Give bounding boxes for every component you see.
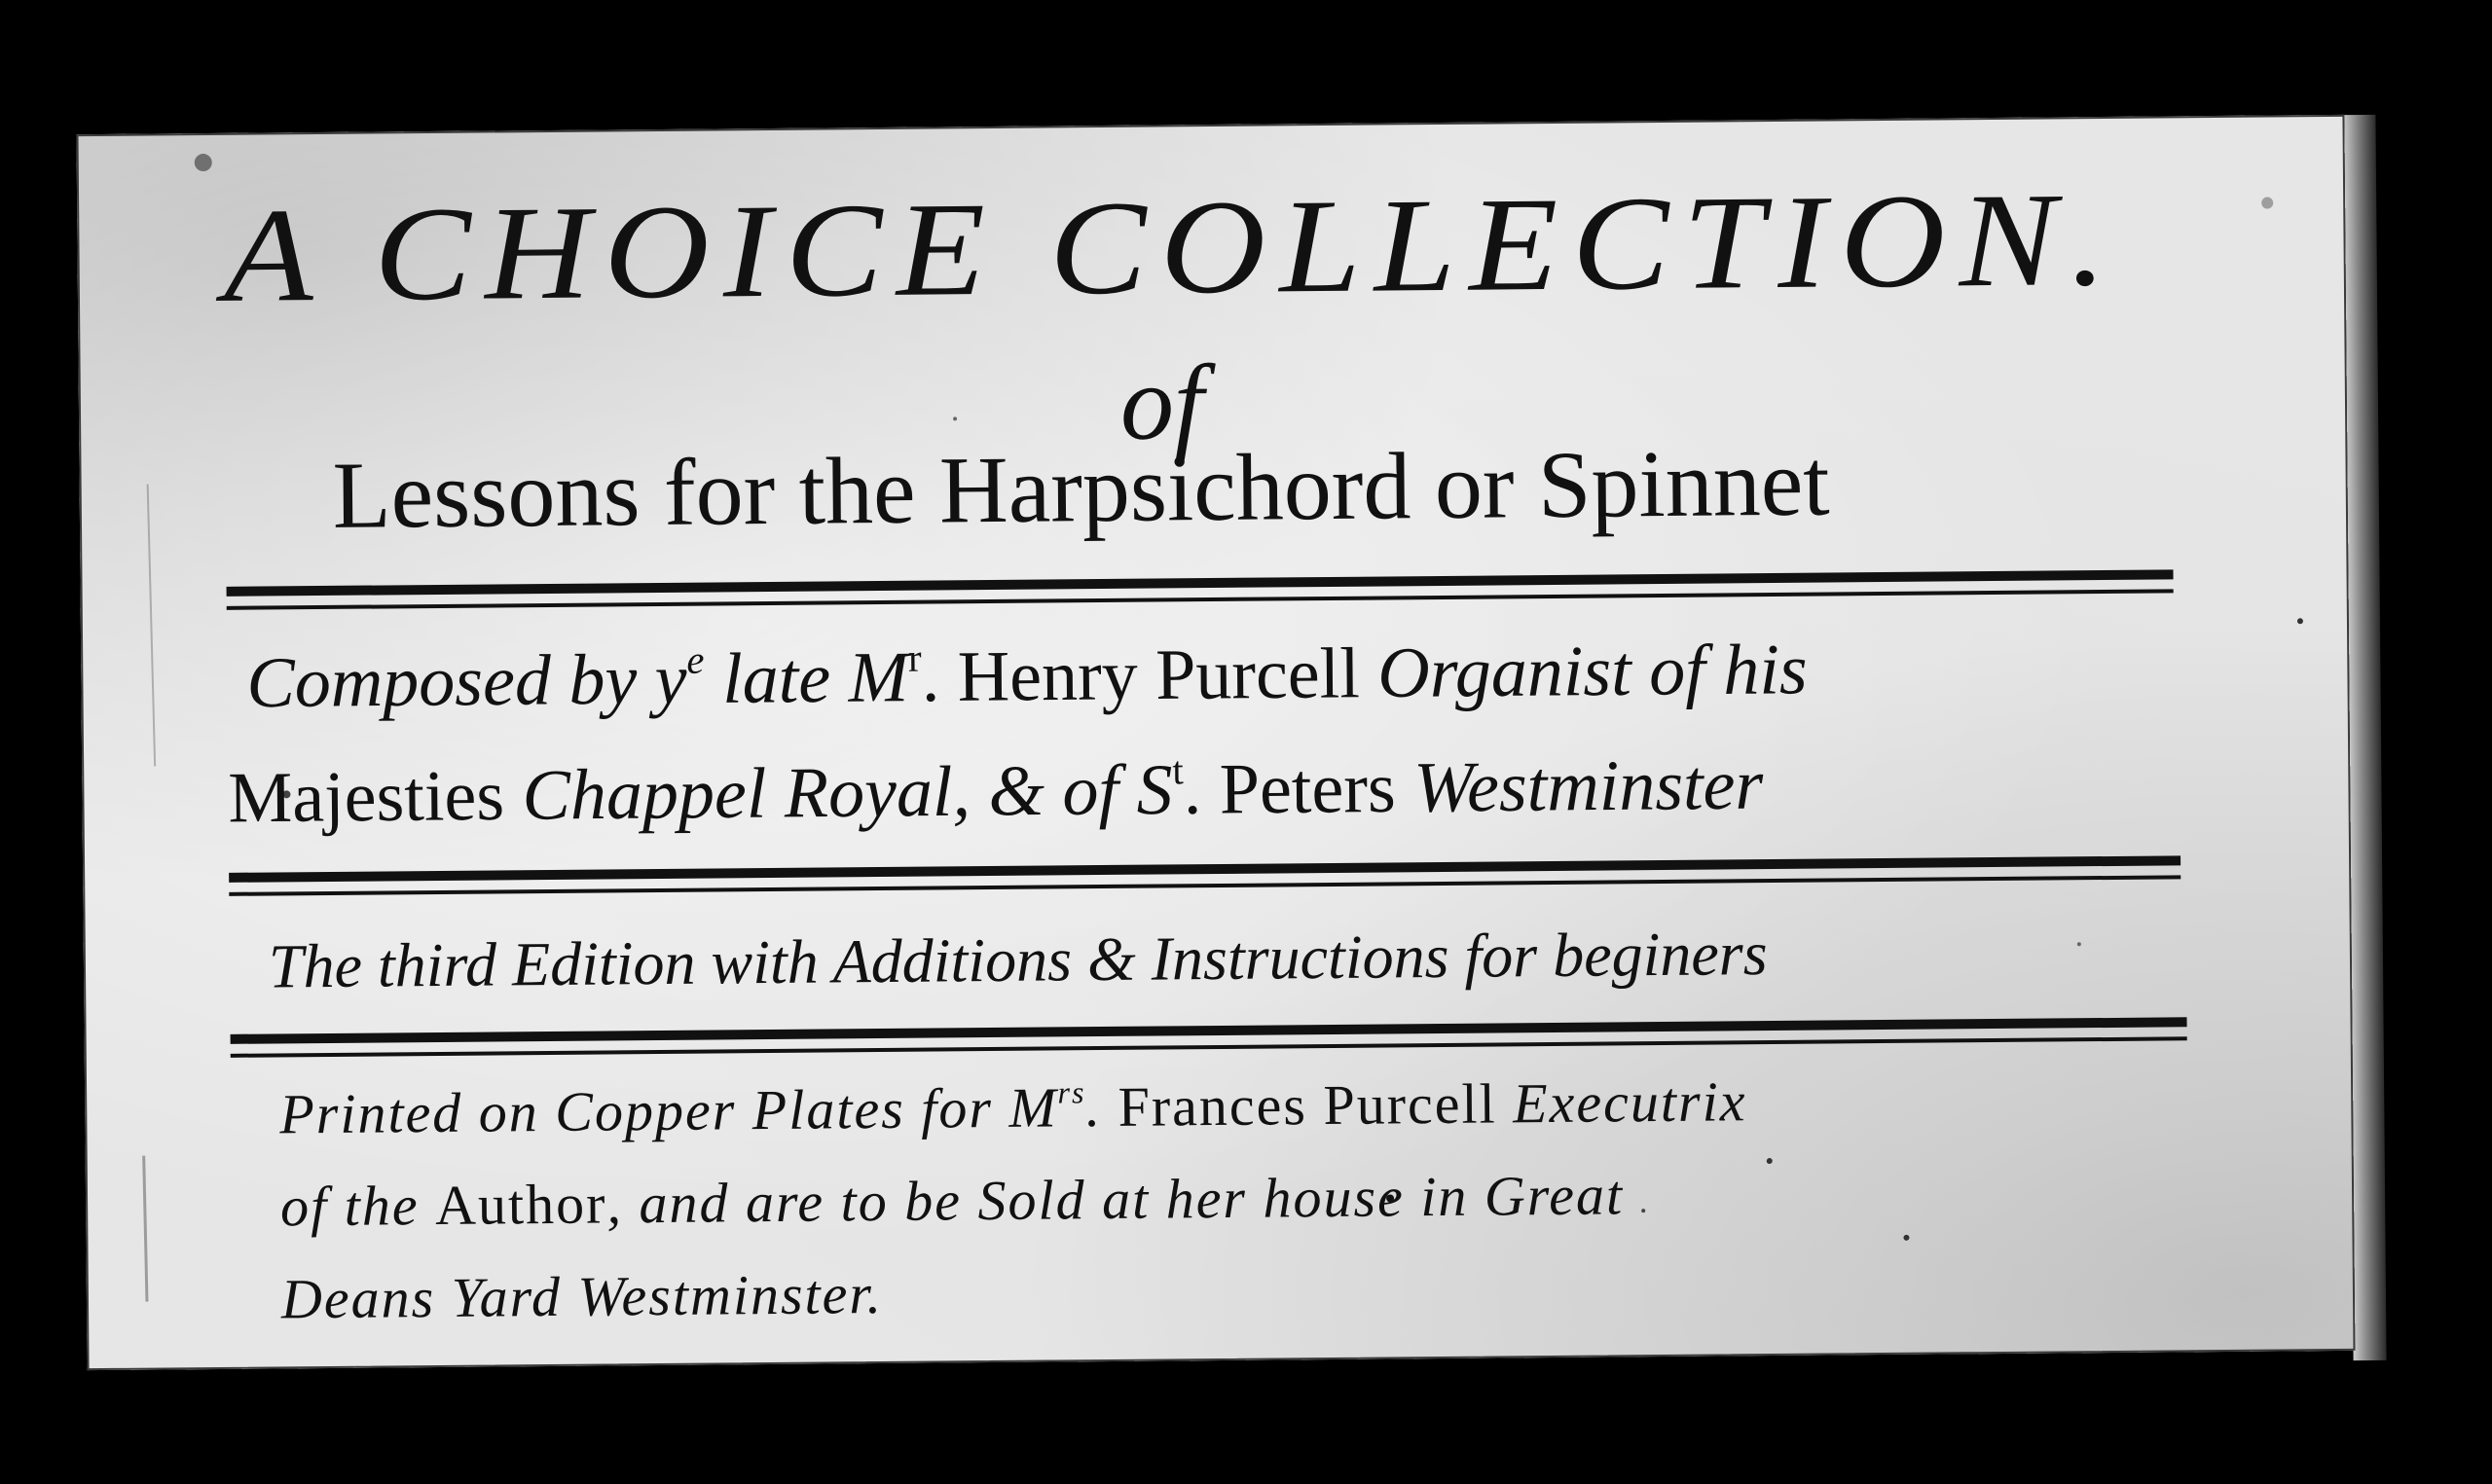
superscript-rs: rs [1057,1075,1086,1110]
composed-by-text: Composed by y [246,639,687,724]
peters-text: . Peters [1183,747,1414,830]
composer-line-2 [228,742,1764,840]
subtitle: Lessons for the Harpsichord or Spinnet [332,430,1830,549]
author-text: Author [434,1172,607,1238]
executrix-text: Executrix [1496,1069,1747,1136]
title-page [77,115,2356,1370]
majesties-text: Majesties [228,755,523,839]
imprint-line-3: Deans Yard Westminster. [280,1262,884,1331]
imprint-line-1 [279,1068,1747,1146]
sold-at-text: , and are to be Sold at her house in Great [606,1163,1625,1236]
superscript-r: r [907,635,922,680]
period-text: . [1085,1074,1118,1140]
frances-purcell-text: Frances Purcell [1118,1071,1497,1139]
chappel-royal-text: Chappel Royal, & of S [522,749,1173,836]
page-title: A CHOICE COLLECTION. [222,164,2121,331]
late-mr-text: late M [704,637,909,720]
organist-text: Organist of his [1376,630,1808,714]
westminster-text: Westminster [1412,744,1764,828]
title-connector: of [1119,343,1205,462]
imprint-line-2 [280,1162,1625,1239]
composer-name: . Henry Purcell [921,633,1378,718]
of-the-text: of the [279,1174,436,1239]
edition-line: The third Edition with Additions & Instructions for beginers [268,919,1768,1001]
superscript-t: t [1172,748,1184,793]
composer-line-1 [246,628,1808,726]
superscript-e: e [686,637,705,682]
printed-on-text: Printed on Copper Plates for M [279,1075,1059,1146]
